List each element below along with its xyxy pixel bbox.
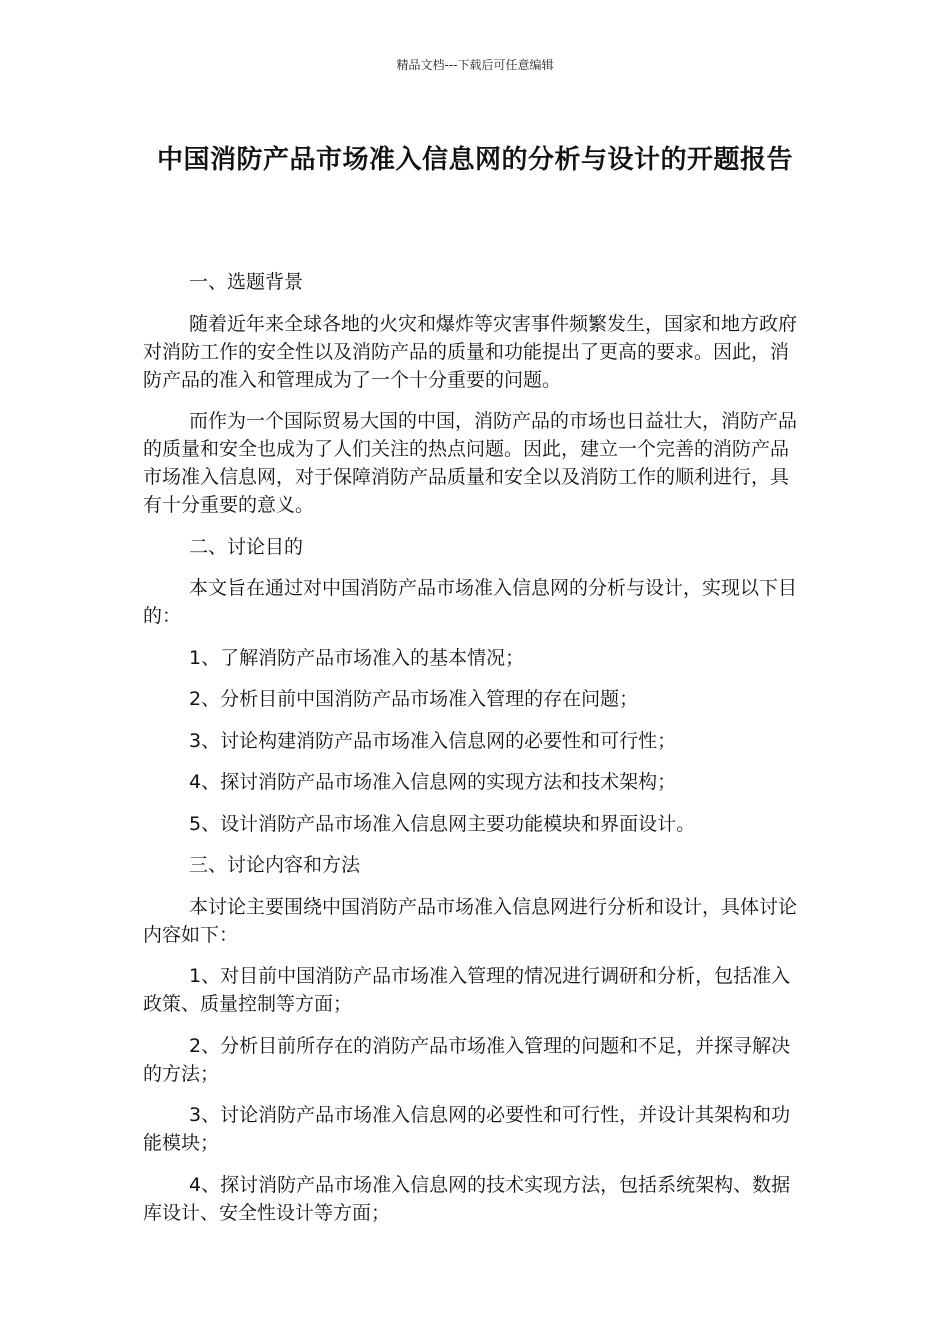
list-item: 2、分析目前所存在的消防产品市场准入管理的问题和不足，并探寻解决的方法； bbox=[143, 1034, 791, 1085]
paragraph: 而作为一个国际贸易大国的中国，消防产品的市场也日益壮大，消防产品的质量和安全也成为了人们关注的热点问题。因此，建立一个完善的消防产品市场准入信息网，对于保障消防产品质量和安全以及消防工作的顺利进行，具有十分重要的意义。 bbox=[143, 410, 798, 516]
document-body bbox=[143, 268, 807, 1240]
list-item: 4、探讨消防产品市场准入信息网的实现方法和技术架构； bbox=[189, 771, 677, 793]
header-note: 精品文档---下载后可任意编辑 bbox=[396, 58, 554, 72]
section-heading-content: 三、讨论内容和方法 bbox=[189, 854, 361, 876]
list-item: 1、了解消防产品市场准入的基本情况； bbox=[189, 646, 525, 669]
list-item: 1、对目前中国消防产品市场准入管理的情况进行调研和分析，包括准入政策、质量控制等方面； bbox=[143, 965, 791, 1015]
list-item: 5、设计消防产品市场准入信息网主要功能模块和界面设计。 bbox=[189, 812, 696, 835]
list-item: 3、讨论构建消防产品市场准入信息网的必要性和可行性； bbox=[189, 729, 677, 752]
paragraph: 本讨论主要围绕中国消防产品市场准入信息网进行分析和设计，具体讨论内容如下： bbox=[143, 895, 798, 946]
list-item: 4、探讨消防产品市场准入信息网的技术实现方法，包括系统架构、数据库设计、安全性设计等方面； bbox=[143, 1173, 791, 1224]
section-heading-background: 一、选题背景 bbox=[189, 271, 304, 293]
section-heading-purpose: 二、讨论目的 bbox=[189, 535, 304, 558]
list-item: 3、讨论消防产品市场准入信息网的必要性和可行性，并设计其架构和功能模块； bbox=[143, 1104, 791, 1154]
paragraph: 随着近年来全球各地的火灾和爆炸等灾害事件频繁发生，国家和地方政府对消防工作的安全性以及消防产品的质量和功能提出了更高的要求。因此，消防产品的准入和管理成为了一个十分重要的问题。 bbox=[143, 312, 798, 391]
document-title: 中国消防产品市场准入信息网的分析与设计的开题报告 bbox=[156, 145, 793, 175]
list-item: 2、分析目前中国消防产品市场准入管理的存在问题； bbox=[189, 688, 639, 710]
paragraph: 本文旨在通过对中国消防产品市场准入信息网的分析与设计，实现以下目的： bbox=[143, 577, 798, 627]
